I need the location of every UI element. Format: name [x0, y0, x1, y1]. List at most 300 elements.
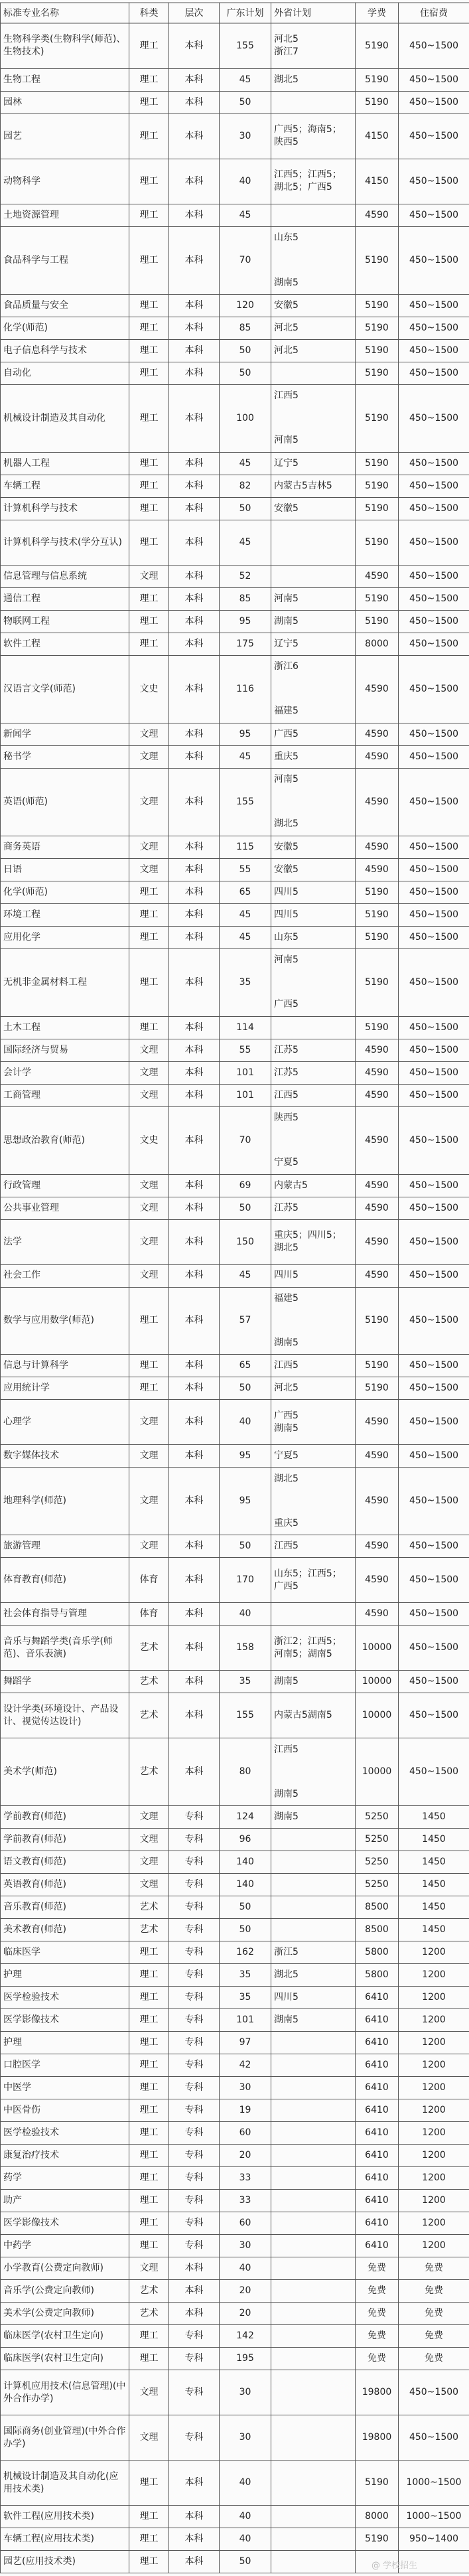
cell-tuition: 6410 [365, 2127, 389, 2139]
cell-tuition: 免费 [368, 2330, 386, 2342]
cell-guangdong-plan: 30 [239, 2240, 251, 2251]
cell-guangdong-plan: 97 [239, 2037, 251, 2048]
cell-level: 本科 [184, 2555, 204, 2567]
cell-tuition: 4590 [365, 1179, 389, 1191]
cell-major-name: 环境工程 [3, 909, 40, 920]
cell-category: 文理 [139, 2432, 159, 2443]
cell-level: 本科 [184, 1089, 204, 1100]
cell-major-name: 康复治疗技术 [3, 2150, 59, 2161]
cell-major-name: 食品质量与安全 [3, 299, 68, 311]
cell-other-provinces [271, 2122, 355, 2144]
other-province-line: 河南5 [274, 593, 299, 604]
other-province-line: 四川5 [274, 909, 299, 920]
cell-major-name: 英语(师范) [3, 796, 48, 807]
cell-major-name: 化学(师范) [3, 886, 48, 897]
cell-other-provinces [271, 723, 355, 745]
cell-guangdong-plan: 124 [236, 1811, 254, 1823]
cell-level: 本科 [184, 480, 204, 491]
cell-category: 理工 [139, 1022, 159, 1033]
other-province-line: 广西5；海南5； [274, 124, 342, 135]
cell-major-name: 国际商务(创业管理)(中外合作办学) [3, 2425, 126, 2449]
cell-tuition: 4150 [365, 130, 389, 141]
cell-other-provinces [271, 1603, 355, 1625]
cell-tuition: 5800 [365, 1969, 389, 1981]
cell-major-name: 旅游管理 [3, 1541, 40, 1552]
cell-other-provinces [271, 2009, 355, 2031]
cell-dorm-fee: 1450 [422, 1811, 446, 1823]
other-province-line [274, 2330, 352, 2342]
cell-tuition: 10000 [362, 1710, 392, 1721]
other-province-line: 江苏5 [274, 1044, 299, 1055]
cell-level: 本科 [184, 1360, 204, 1371]
cell-other-provinces [271, 2506, 355, 2528]
other-province-line [274, 1134, 352, 1147]
cell-dorm-fee: 1450 [422, 1879, 446, 1890]
cell-level: 专科 [184, 1992, 204, 2003]
cell-other-provinces [271, 1400, 355, 1444]
cell-dorm-fee: 免费 [425, 2330, 443, 2342]
cell-dorm-fee: 450~1500 [409, 480, 459, 491]
cell-major-name: 地理科学(师范) [3, 1495, 66, 1507]
cell-category: 文理 [139, 1541, 159, 1552]
cell-level: 专科 [184, 1947, 204, 1958]
cell-tuition: 5190 [365, 976, 389, 988]
cell-level: 专科 [184, 2218, 204, 2229]
cell-major-name: 计算机科学与技术 [3, 502, 78, 514]
cell-guangdong-plan: 50 [239, 1924, 251, 1935]
cell-tuition: 4150 [365, 175, 389, 187]
cell-guangdong-plan: 40 [239, 2511, 251, 2522]
cell-tuition: 5190 [365, 254, 389, 265]
cell-dorm-fee: 450~1500 [409, 615, 459, 627]
cell-tuition: 6410 [365, 2150, 389, 2161]
cell-tuition: 5190 [365, 1360, 389, 1371]
cell-category: 文理 [139, 841, 159, 852]
cell-dorm-fee: 450~1500 [409, 1383, 459, 1394]
cell-category: 文理 [139, 1834, 159, 1845]
other-province-line [274, 1314, 352, 1327]
other-province-line: 湖北5 [274, 818, 299, 830]
cell-level: 专科 [184, 2150, 204, 2161]
other-province-line: 江西5 [274, 390, 299, 402]
cell-other-provinces [271, 1377, 355, 1399]
cell-other-provinces [271, 1220, 355, 1264]
cell-major-name: 土地资源管理 [3, 209, 59, 220]
cell-tuition: 5190 [365, 931, 389, 943]
cell-guangdong-plan: 20 [239, 2308, 251, 2319]
cell-guangdong-plan: 82 [239, 480, 251, 491]
cell-other-provinces [271, 159, 355, 204]
cell-major-name: 土木工程 [3, 1022, 40, 1033]
cell-guangdong-plan: 95 [239, 1495, 251, 1507]
cell-tuition: 4590 [365, 1541, 389, 1552]
other-province-line: 重庆5 [274, 751, 299, 762]
cell-level: 本科 [184, 593, 204, 604]
cell-level: 本科 [184, 1766, 204, 1778]
cell-level: 本科 [184, 40, 204, 51]
cell-guangdong-plan: 30 [239, 2387, 251, 2398]
cell-tuition: 免费 [368, 2285, 386, 2297]
cell-tuition: 4590 [365, 1270, 389, 1281]
cell-category: 理工 [139, 40, 159, 51]
cell-other-provinces [271, 1919, 355, 1941]
cell-major-name: 法学 [3, 1236, 22, 1247]
cell-dorm-fee: 450~1500 [409, 1270, 459, 1281]
cell-dorm-fee: 450~1500 [409, 1608, 459, 1620]
cell-dorm-fee: 450~1500 [409, 254, 459, 265]
header-level: 层次 [184, 7, 204, 19]
cell-dorm-fee: 1200 [422, 2105, 446, 2116]
cell-tuition: 5250 [365, 1834, 389, 1845]
cell-dorm-fee: 450~1500 [409, 1642, 459, 1653]
cell-major-name: 美术学(师范) [3, 1766, 57, 1778]
cell-other-provinces [271, 2528, 355, 2550]
cell-guangdong-plan: 40 [239, 175, 251, 187]
cell-category: 理工 [139, 2195, 159, 2206]
cell-category: 理工 [139, 1947, 159, 1958]
cell-level: 本科 [184, 2285, 204, 2297]
cell-major-name: 自动化 [3, 367, 31, 378]
other-province-line [274, 2194, 352, 2207]
cell-category: 理工 [139, 909, 159, 920]
other-province-line [274, 2476, 352, 2489]
cell-major-name: 化学(师范) [3, 322, 48, 333]
cell-major-name: 会计学 [3, 1067, 31, 1078]
cell-major-name: 小学教育(公费定向教师) [3, 2263, 103, 2274]
other-province-line [274, 96, 352, 109]
other-province-line [274, 536, 352, 549]
cell-dorm-fee: 450~1500 [409, 570, 459, 581]
cell-other-provinces [271, 566, 355, 587]
other-province-line [274, 1495, 352, 1507]
cell-level: 专科 [184, 1924, 204, 1935]
cell-major-name: 信息与计算科学 [3, 1360, 68, 1371]
cell-tuition: 5190 [365, 502, 389, 514]
cell-tuition: 5190 [365, 480, 389, 491]
cell-dorm-fee: 450~1500 [409, 299, 459, 311]
other-province-line [274, 796, 352, 808]
cell-dorm-fee: 免费 [425, 2353, 443, 2364]
other-province-line: 安徽5 [274, 864, 299, 875]
cell-other-provinces [271, 746, 355, 768]
other-province-line [274, 1856, 352, 1868]
cell-dorm-fee: 1200 [422, 2082, 446, 2093]
cell-tuition: 5250 [365, 1856, 389, 1868]
cell-category: 理工 [139, 2060, 159, 2071]
other-province-line: 重庆5 [274, 1518, 299, 1529]
cell-guangdong-plan: 57 [239, 1315, 251, 1326]
other-province-line [274, 2431, 352, 2444]
cell-other-provinces [271, 1964, 355, 1986]
cell-other-provinces [271, 859, 355, 881]
cell-major-name: 音乐教育(师范) [3, 1902, 66, 1913]
cell-dorm-fee: 1200 [422, 2127, 446, 2139]
other-province-line: 安徽5 [274, 502, 299, 514]
other-province-line [274, 2307, 352, 2320]
cell-other-provinces [271, 656, 355, 723]
cell-category: 文史 [139, 1134, 159, 1146]
cell-major-name: 思想政治教育(师范) [3, 1134, 85, 1146]
cell-tuition: 4590 [365, 683, 389, 694]
cell-other-provinces [271, 24, 355, 68]
cell-major-name: 汉语言文学(师范) [3, 683, 76, 694]
other-province-line: 江西5 [274, 1541, 299, 1552]
cell-major-name: 物联网工程 [3, 615, 50, 627]
cell-major-name: 计算机应用技术(信息管理)(中外合作办学) [3, 2380, 126, 2404]
cell-major-name: 机器人工程 [3, 457, 50, 469]
cell-level: 本科 [184, 1270, 204, 1281]
other-province-line [274, 2262, 352, 2275]
cell-dorm-fee: 450~1500 [409, 96, 459, 108]
cell-major-name: 心理学 [3, 1416, 31, 1428]
cell-category: 理工 [139, 2555, 159, 2567]
header-other-plan: 外省计划 [274, 7, 311, 19]
cell-guangdong-plan: 45 [239, 209, 251, 220]
cell-guangdong-plan: 65 [239, 1360, 251, 1371]
cell-other-provinces [271, 904, 355, 926]
cell-level: 专科 [184, 1856, 204, 1868]
other-province-line: 广西5 [274, 728, 299, 739]
cell-other-provinces [271, 2099, 355, 2121]
cell-tuition: 5190 [365, 593, 389, 604]
cell-tuition: 5190 [365, 322, 389, 333]
cell-category: 理工 [139, 1315, 159, 1326]
cell-other-provinces [271, 1738, 355, 1805]
cell-category: 艺术 [139, 2285, 159, 2297]
cell-major-name: 临床医学(农村卫生定向) [3, 2353, 103, 2364]
cell-dorm-fee: 450~1500 [409, 209, 459, 220]
cell-dorm-fee: 450~1500 [409, 1676, 459, 1687]
cell-guangdong-plan: 20 [239, 2285, 251, 2297]
cell-guangdong-plan: 150 [236, 1236, 254, 1247]
other-province-line: 江苏5 [274, 1067, 299, 1078]
cell-major-name: 医学检验技术 [3, 2127, 59, 2139]
cell-guangdong-plan: 33 [239, 2172, 251, 2184]
other-province-line: 河北5 [274, 344, 299, 356]
cell-dorm-fee: 1200 [422, 2037, 446, 2048]
other-province-line: 安徽5 [274, 299, 299, 311]
cell-other-provinces [271, 1829, 355, 1851]
cell-level: 本科 [184, 1676, 204, 1687]
cell-level: 本科 [184, 841, 204, 852]
other-province-line: 湖北5 [274, 1473, 299, 1484]
cell-dorm-fee: 450~1500 [409, 367, 459, 378]
cell-guangdong-plan: 69 [239, 1179, 251, 1191]
cell-guangdong-plan: 100 [236, 412, 254, 423]
cell-level: 本科 [184, 1044, 204, 1055]
cell-other-provinces [271, 1896, 355, 1918]
cell-category: 理工 [139, 2477, 159, 2488]
cell-guangdong-plan: 60 [239, 2127, 251, 2139]
cell-tuition: 5250 [365, 1811, 389, 1823]
cell-guangdong-plan: 50 [239, 502, 251, 514]
cell-category: 理工 [139, 1969, 159, 1981]
cell-major-name: 秘书学 [3, 751, 31, 762]
cell-category: 文理 [139, 728, 159, 739]
cell-other-provinces [271, 498, 355, 520]
cell-guangdong-plan: 155 [236, 40, 254, 51]
cell-level: 本科 [184, 254, 204, 265]
cell-guangdong-plan: 96 [239, 1834, 251, 1845]
cell-guangdong-plan: 40 [239, 2534, 251, 2544]
other-province-line: 河北5 [274, 1383, 299, 1394]
cell-major-name: 动物科学 [3, 175, 40, 187]
cell-level: 本科 [184, 74, 204, 85]
cell-level: 本科 [184, 886, 204, 897]
cell-tuition: 5190 [365, 909, 389, 920]
cell-level: 专科 [184, 2127, 204, 2139]
cell-tuition: 10000 [362, 1676, 392, 1687]
other-province-line: 浙江5 [274, 1947, 299, 1958]
other-province-line [274, 976, 352, 989]
other-province-line [274, 2036, 352, 2049]
cell-other-provinces [271, 1197, 355, 1219]
cell-major-name: 体育教育(师范) [3, 1574, 66, 1586]
cell-tuition: 4590 [365, 1416, 389, 1428]
cell-guangdong-plan: 45 [239, 536, 251, 548]
other-province-line [274, 367, 352, 380]
other-province-line [274, 209, 352, 222]
cell-level: 本科 [184, 344, 204, 356]
cell-level: 本科 [184, 1710, 204, 1721]
cell-major-name: 学前教育(师范) [3, 1811, 66, 1823]
cell-level: 专科 [184, 2330, 204, 2342]
cell-guangdong-plan: 50 [239, 2555, 251, 2567]
cell-guangdong-plan: 95 [239, 615, 251, 627]
cell-category: 理工 [139, 2218, 159, 2229]
cell-guangdong-plan: 55 [239, 864, 251, 875]
cell-other-provinces [271, 1017, 355, 1039]
other-province-line: 河南5 [274, 435, 299, 446]
cell-guangdong-plan: 155 [236, 1710, 254, 1721]
cell-category: 理工 [139, 1383, 159, 1394]
cell-category: 理工 [139, 2037, 159, 2048]
cell-major-name: 音乐与舞蹈学类(音乐学(师范)、音乐表演) [3, 1635, 113, 1659]
cell-tuition: 6410 [365, 2014, 389, 2026]
cell-level: 本科 [184, 1608, 204, 1620]
cell-tuition: 4590 [365, 864, 389, 875]
cell-other-provinces [271, 2370, 355, 2415]
other-province-line: 河南5 [274, 954, 299, 965]
other-province-line: 浙江2；江西5； [274, 1635, 342, 1647]
cell-tuition: 5190 [365, 2477, 389, 2488]
cell-other-provinces [271, 2190, 355, 2212]
cell-dorm-fee: 450~1500 [409, 40, 459, 51]
cell-major-name: 生物工程 [3, 74, 40, 85]
cell-tuition: 5190 [365, 299, 389, 311]
cell-dorm-fee: 450~1500 [409, 751, 459, 762]
cell-category: 理工 [139, 593, 159, 604]
cell-category: 文理 [139, 1089, 159, 1100]
other-province-line [274, 1833, 352, 1846]
cell-other-provinces [271, 1085, 355, 1106]
cell-level: 本科 [184, 1236, 204, 1247]
cell-level: 本科 [184, 96, 204, 108]
cell-dorm-fee: 450~1500 [409, 909, 459, 920]
cell-other-provinces [271, 769, 355, 836]
cell-tuition: 4590 [365, 841, 389, 852]
watermark: @ 学校招生 [371, 2560, 418, 2571]
cell-guangdong-plan: 95 [239, 1450, 251, 1462]
cell-tuition: 6410 [365, 2105, 389, 2116]
cell-guangdong-plan: 30 [239, 2432, 251, 2443]
other-province-line: 重庆5；四川5； [274, 1230, 342, 1241]
cell-category: 理工 [139, 2511, 159, 2522]
cell-tuition: 5190 [365, 457, 389, 469]
cell-level: 本科 [184, 864, 204, 875]
header-major: 标准专业名称 [3, 7, 59, 19]
cell-other-provinces [271, 1806, 355, 1828]
cell-dorm-fee: 1450 [422, 1924, 446, 1935]
cell-category: 理工 [139, 130, 159, 141]
cell-level: 本科 [184, 976, 204, 988]
cell-category: 理工 [139, 931, 159, 943]
cell-guangdong-plan: 55 [239, 1044, 251, 1055]
cell-dorm-fee: 450~1500 [409, 593, 459, 604]
other-province-line: 福建5 [274, 706, 299, 717]
cell-guangdong-plan: 35 [239, 1992, 251, 2003]
cell-other-provinces [271, 2077, 355, 2099]
header-category: 科类 [139, 7, 159, 19]
cell-level: 专科 [184, 2082, 204, 2093]
cell-dorm-fee: 450~1500 [409, 344, 459, 356]
other-province-line [274, 2104, 352, 2117]
cell-category: 理工 [139, 322, 159, 333]
cell-level: 本科 [184, 1495, 204, 1507]
cell-tuition: 5190 [365, 1022, 389, 1033]
cell-tuition: 4590 [365, 751, 389, 762]
cell-guangdong-plan: 162 [236, 1947, 254, 1958]
cell-category: 理工 [139, 480, 159, 491]
cell-level: 本科 [184, 299, 204, 311]
cell-major-name: 通信工程 [3, 593, 40, 604]
cell-dorm-fee: 450~1500 [409, 2432, 459, 2443]
cell-level: 本科 [184, 457, 204, 469]
other-province-line: 湖南5 [274, 277, 299, 288]
cell-dorm-fee: 450~1500 [409, 1450, 459, 1462]
cell-tuition: 5190 [365, 96, 389, 108]
cell-dorm-fee: 1200 [422, 1947, 446, 1958]
cell-other-provinces [271, 1558, 355, 1602]
other-province-line: 河南5；湖南5 [274, 1648, 332, 1659]
cell-level: 本科 [184, 2477, 204, 2488]
cell-tuition: 4590 [365, 796, 389, 807]
cell-level: 本科 [184, 1450, 204, 1462]
cell-dorm-fee: 450~1500 [409, 1574, 459, 1586]
cell-guangdong-plan: 33 [239, 2195, 251, 2206]
cell-guangdong-plan: 45 [239, 751, 251, 762]
cell-other-provinces [271, 2303, 355, 2324]
cell-other-provinces [271, 1355, 355, 1377]
cell-category: 理工 [139, 299, 159, 311]
other-province-line [274, 2510, 352, 2523]
other-province-line [274, 1878, 352, 1891]
cell-level: 本科 [184, 1574, 204, 1586]
cell-other-provinces [271, 1175, 355, 1197]
cell-tuition: 5190 [365, 615, 389, 627]
cell-other-provinces [271, 114, 355, 159]
cell-major-name: 计算机科学与技术(学分互认) [3, 536, 122, 548]
cell-category: 理工 [139, 412, 159, 423]
cell-category: 文理 [139, 796, 159, 807]
other-province-line: 山东5 [274, 931, 299, 943]
cell-guangdong-plan: 40 [239, 2263, 251, 2274]
header-tuition: 学费 [368, 7, 386, 19]
other-province-line [274, 1766, 352, 1778]
cell-tuition: 4590 [365, 1044, 389, 1055]
cell-major-name: 口腔医学 [3, 2060, 40, 2071]
cell-major-name: 电子信息科学与技术 [3, 344, 87, 356]
